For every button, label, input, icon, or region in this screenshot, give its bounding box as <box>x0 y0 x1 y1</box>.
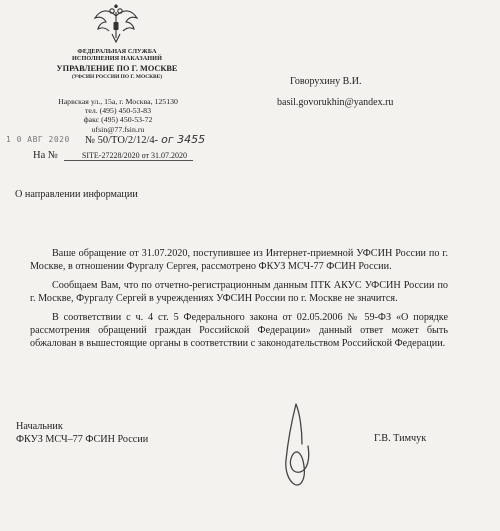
address-line: Нарвская ул., 15а, г. Москва, 125130 <box>58 97 178 106</box>
address-block <box>48 97 188 134</box>
registration-stamp-date: 1 0 АВГ 2020 <box>6 135 70 144</box>
outgoing-number <box>85 133 205 146</box>
organization-block <box>26 48 208 81</box>
eagle-emblem-icon <box>92 4 140 46</box>
reference-value: SITE-27228/2020 от 31.07.2020 <box>64 151 193 161</box>
reference-number <box>33 150 193 161</box>
body-paragraph-1: Ваше обращение от 31.07.2020, поступившее из Интернет-приемной УФСИН России по г. Москве, в отношении Фургалу Сергея, рассмотрено ФКУЗ МСЧ-77 ФСИН России. <box>30 248 448 272</box>
outgoing-number-handwritten: ог 3455 <box>161 133 206 146</box>
signatory-title <box>16 420 148 446</box>
email-line: ufsin@77.fsin.ru <box>91 124 145 134</box>
letter-body <box>30 247 448 350</box>
service-name-line1: ФЕДЕРАЛЬНАЯ СЛУЖБА <box>77 48 157 55</box>
recipient-name: Говорухину В.И. <box>290 76 362 87</box>
signatory-organization: ФКУЗ МСЧ–77 ФСИН России <box>16 434 149 445</box>
outgoing-number-printed: № 50/ТО/2/12/4- <box>85 135 159 146</box>
fax-line: факс (495) 450-53-72 <box>83 115 153 125</box>
service-name-line2: ИСПОЛНЕНИЯ НАКАЗАНИЙ <box>71 55 163 62</box>
reference-label: На № <box>33 150 58 161</box>
recipient-email: basil.govorukhin@yandex.ru <box>277 97 394 108</box>
body-paragraph-3: В соответствии с ч. 4 ст. 5 Федерального закона от 02.05.2006 № 59-ФЗ «О порядке рассмотрения обращений граждан Российской Федерации» данный ответ может быть обжалован в вышестоящие органы в соответствии с законодательством Российской Федерации. <box>30 312 448 349</box>
letter-subject: О направлении информации <box>15 189 138 200</box>
handwritten-signature <box>266 400 326 490</box>
body-paragraph-2: Сообщаем Вам, что по отчетно-регистрационным данным ПТК АКУС УФСИН России по г. Москве, Фургалу Сергей в учреждениях УФСИН России по г. Москве не значится. <box>30 280 448 304</box>
signatory-name: Г.В. Тимчук <box>374 433 427 444</box>
phone-line: тел. (495) 450-53-83 <box>85 106 151 116</box>
department-name: УПРАВЛЕНИЕ ПО Г. МОСКВЕ <box>56 64 178 73</box>
department-subtitle: (УФСИН РОССИИ ПО Г. МОСКВЕ) <box>71 74 163 80</box>
signatory-position: Начальник <box>16 421 63 432</box>
